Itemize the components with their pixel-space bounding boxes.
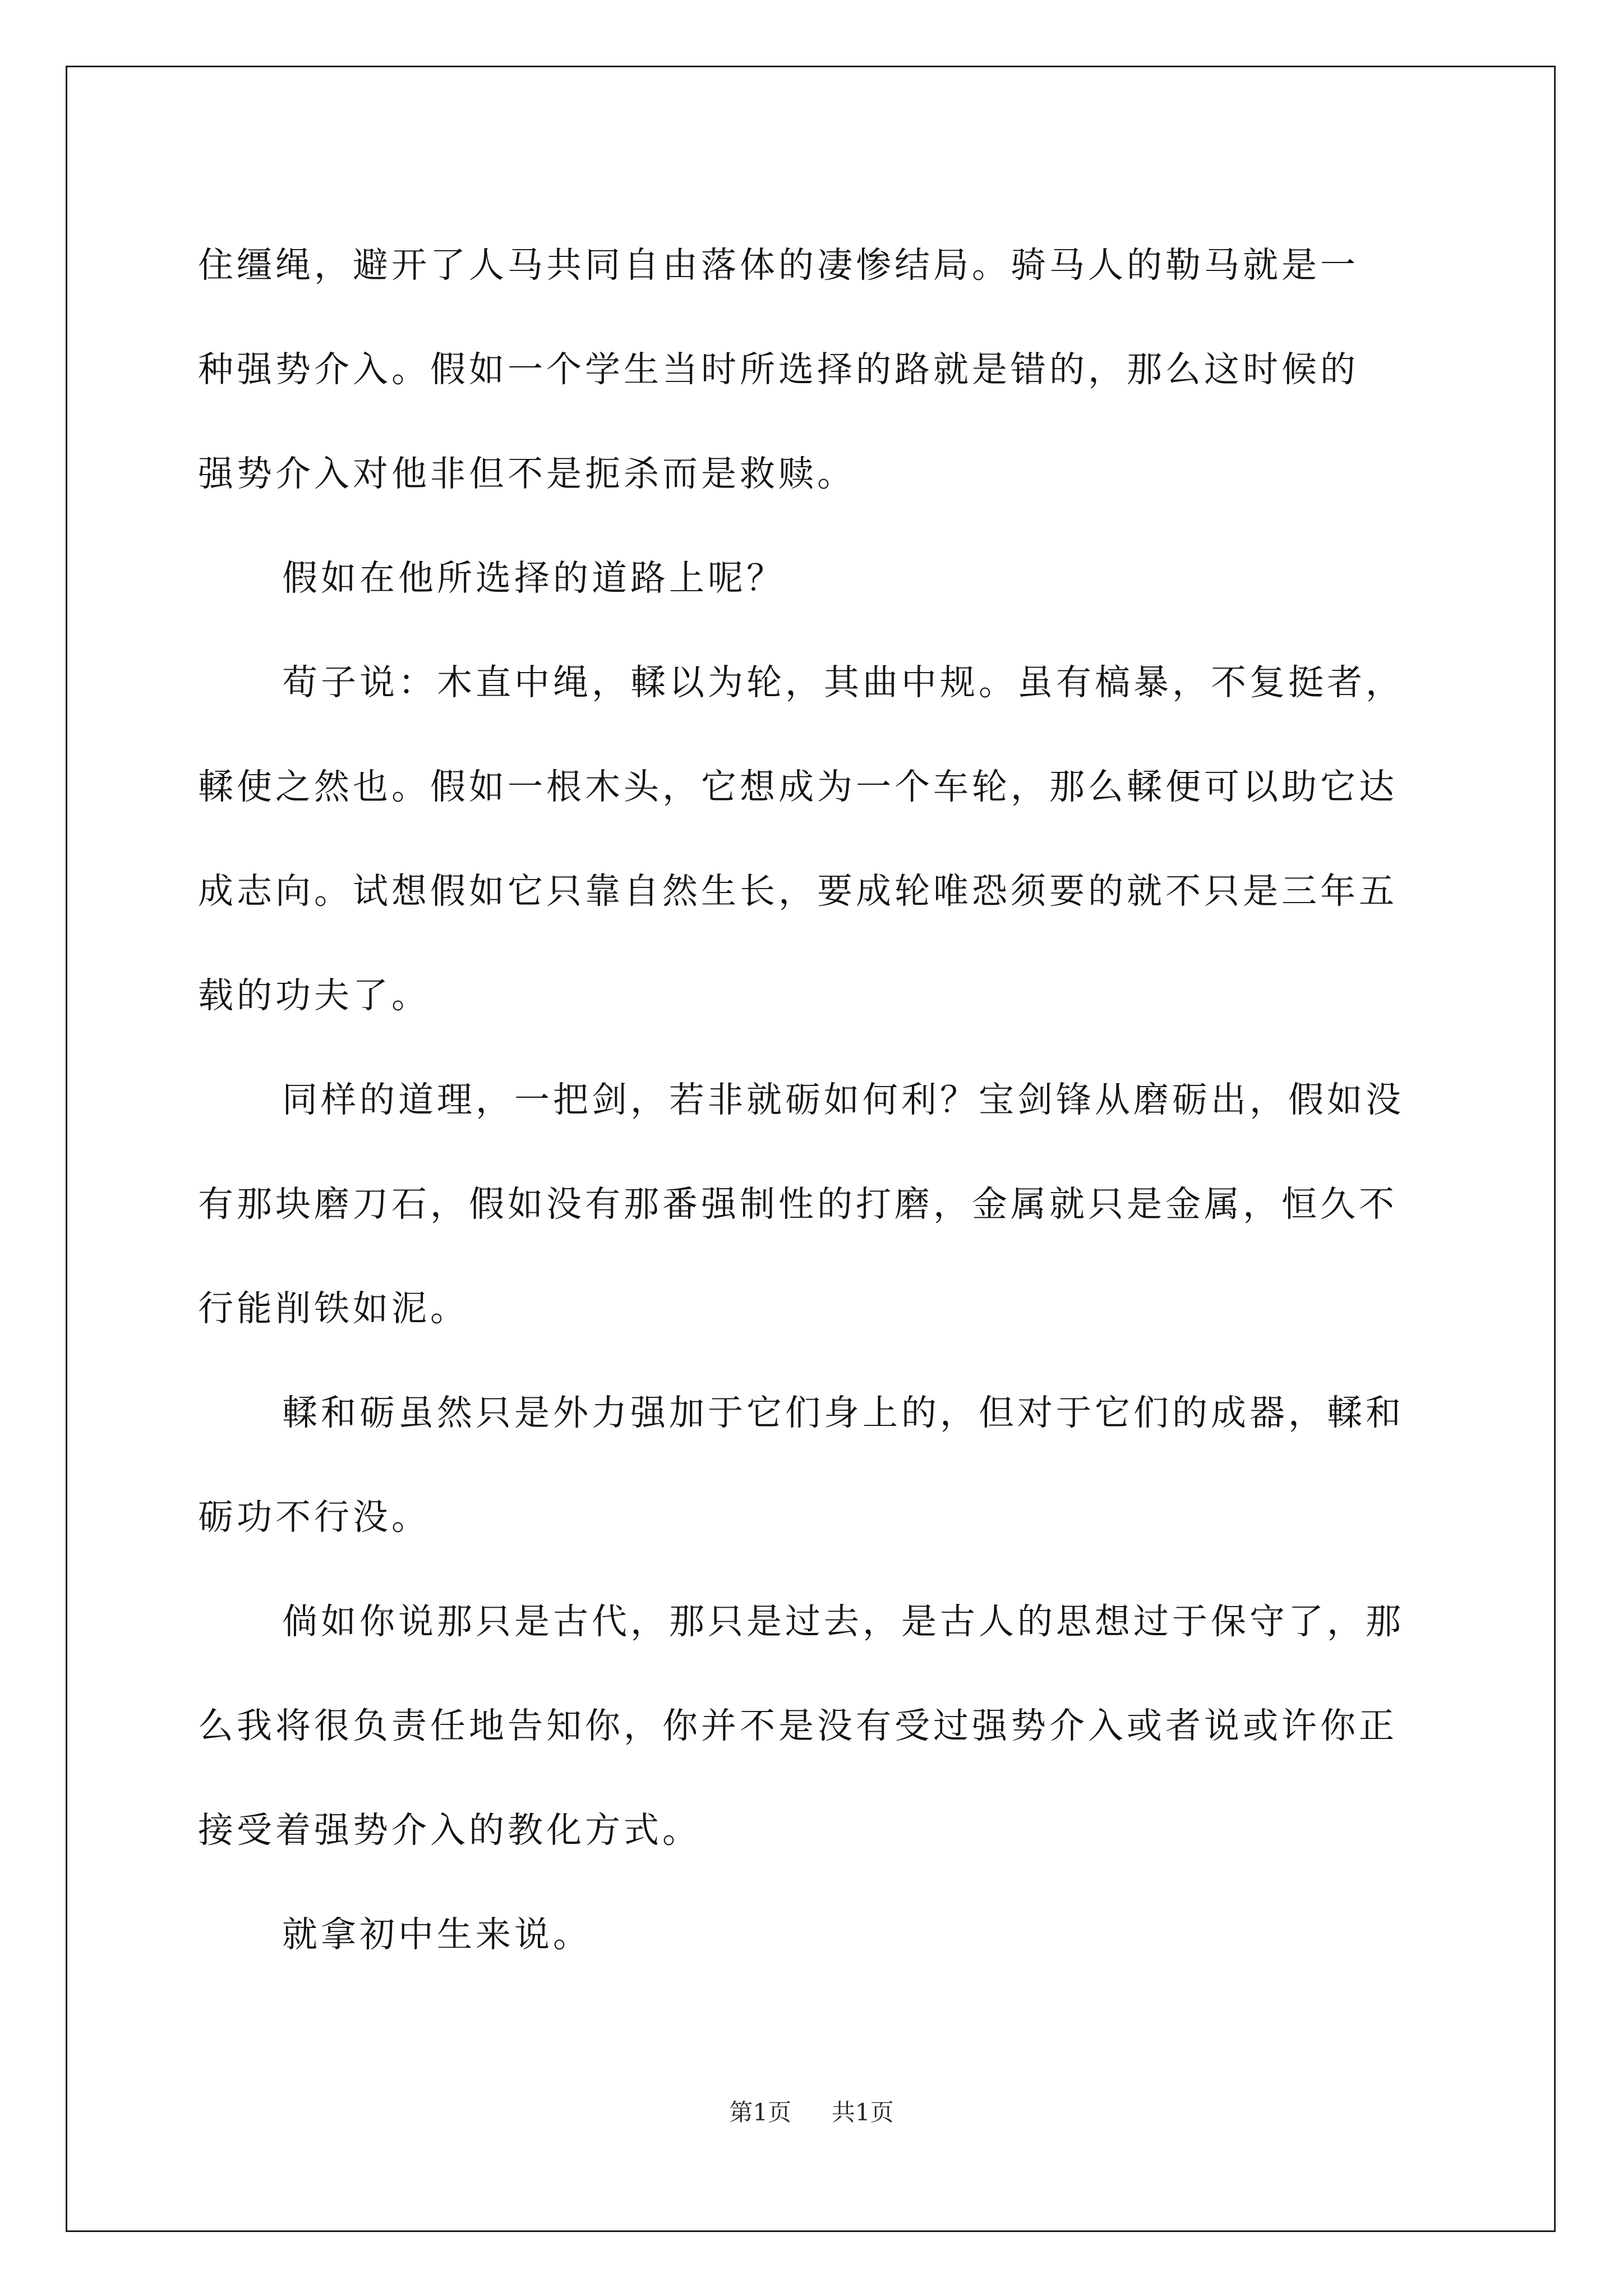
- paragraph: 輮和砺虽然只是外力强加于它们身上的，但对于它们的成器，輮和砺功不行没。: [198, 1392, 1404, 1538]
- paragraph: 荀子说：木直中绳，輮以为轮，其曲中规。虽有槁暴，不复挺者，輮使之然也。假如一根木头，它想成为一个车轮，那么輮便可以助它达成志向。试想假如它只靠自然生长，要成轮唯恐须要的就不只是三年五载的功夫了。: [198, 662, 1404, 1016]
- paragraph: 同样的道理，一把剑，若非就砺如何利？宝剑锋从磨砺出，假如没有那块磨刀石，假如没有那番强制性的打磨，金属就只是金属，恒久不行能削铁如泥。: [198, 1079, 1404, 1329]
- document-body: [198, 213, 1432, 1987]
- continued-line-3: 强势介入对他非但不是扼杀而是救赎。: [198, 453, 856, 494]
- paragraph: 就拿初中生来说。: [282, 1914, 592, 1955]
- paragraph: 假如在他所选择的道路上呢？: [282, 558, 785, 599]
- page-number: 第1页: [729, 2099, 792, 2126]
- paragraph: 倘如你说那只是古代，那只是过去，是古人的思想过于保守了，那么我将很负责任地告知你，你并不是没有受过强势介入或者说或许你正接受着强势介入的教化方式。: [198, 1601, 1404, 1851]
- continued-line-1: 住缰绳，避开了人马共同自由落体的凄惨结局。骑马人的勒马就是一: [198, 245, 1359, 286]
- page-total: 共1页: [831, 2099, 894, 2126]
- page-footer: [0, 2094, 1623, 2128]
- continued-line-2: 种强势介入。假如一个学生当时所选择的路就是错的，那么这时候的: [198, 349, 1359, 390]
